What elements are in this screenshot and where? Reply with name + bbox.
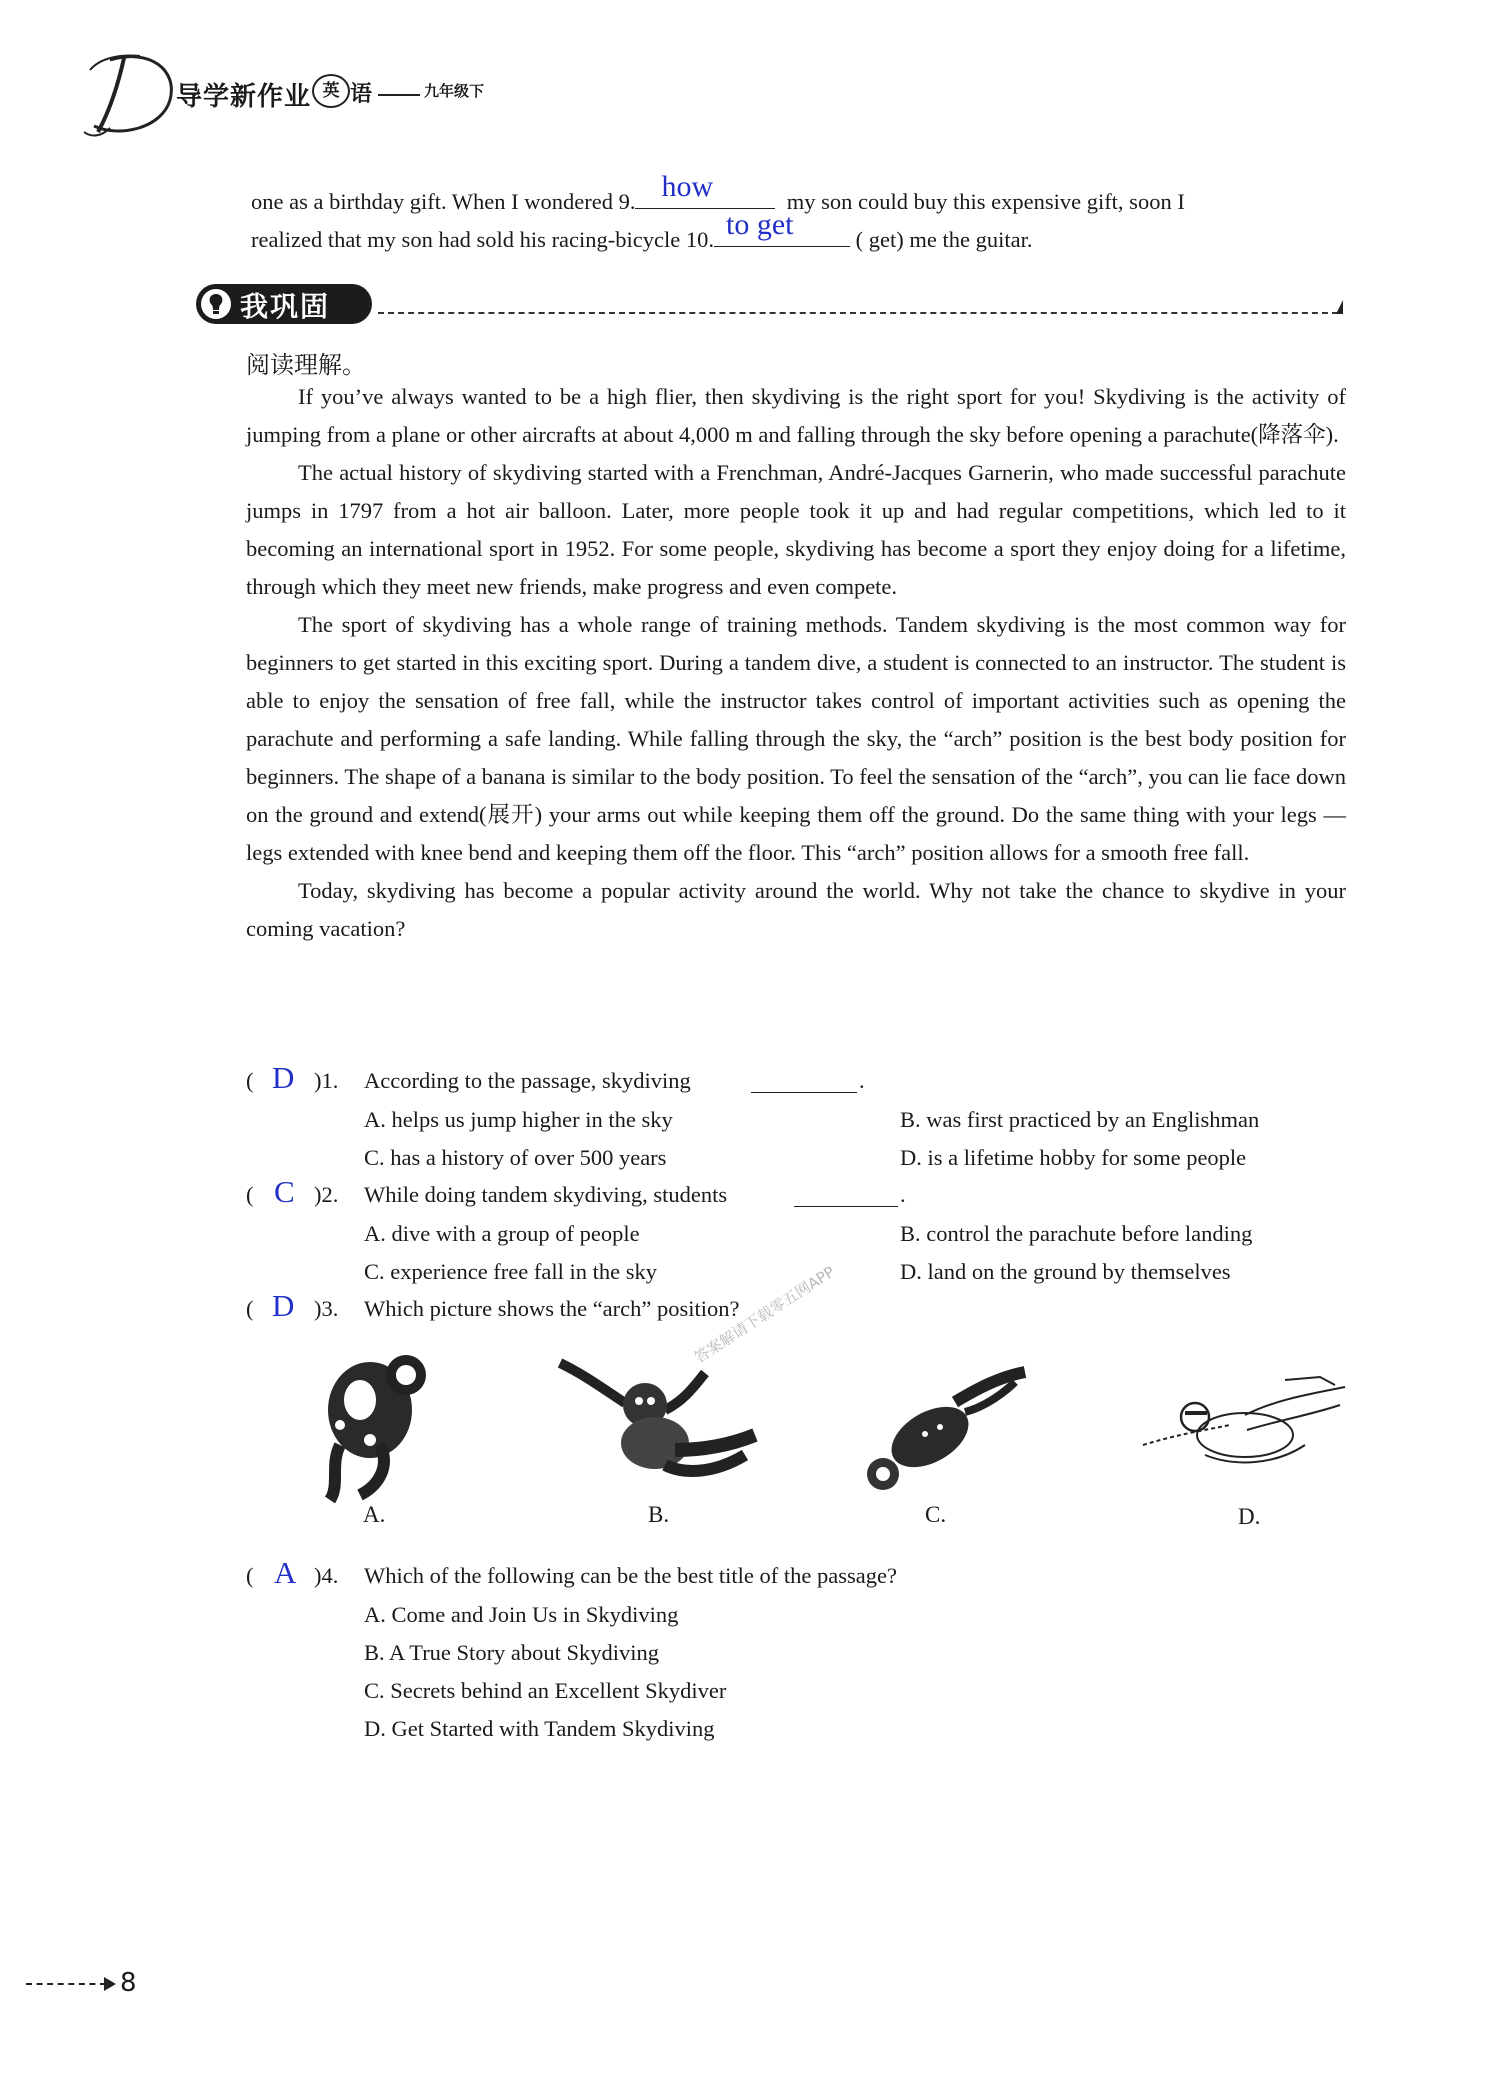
paren-open: ( [246, 1068, 254, 1093]
option: A. helps us jump higher in the sky [364, 1107, 673, 1132]
logo-d [80, 40, 180, 140]
footer-arrow-line [26, 1983, 106, 1985]
reading-heading: 阅读理解。 [246, 351, 366, 379]
option: D. Get Started with Tandem Skydiving [364, 1716, 715, 1741]
carryover-line-1: one as a birthday gift. When I wondered 9. how my son could buy this expensive gift, soon I [251, 170, 1185, 214]
answer-10: to get [726, 208, 794, 241]
option: B. A True Story about Skydiving [364, 1640, 660, 1665]
passage-paragraph-3: The sport of skydiving has a whole range of training methods. Tandem skydiving is the most common way for beginners to get started in this exciting sport. During a tandem dive, a student is connected to an instructor. The student is able to enjoy the sensation of free fall, while the instructor takes control of important activities such as opening the parachute and performing a safe landing. While falling through the sky, the “arch” position is the best body position for beginners. The shape of a banana is similar to the body position. To feel the sensation of the “arch”, you can lie face down on the ground and extend(展开) your arms out while keeping them off the ground. Do the same thing with your legs — legs extended with knee bend and keeping them off the floor. This “arch” position allows for a smooth free fall. [246, 612, 1346, 865]
answer-q1: D [272, 1060, 295, 1095]
answer-blank [751, 1066, 857, 1093]
question-4: ( A )4. Which of the following can be the best title of the passage? [246, 1555, 897, 1590]
subject-text: 语 [350, 82, 373, 107]
passage-paragraph-4: Today, skydiving has become a popular activity around the world. Why not take the chance to skydive in your coming vacation? [246, 878, 1346, 941]
answer-blank [794, 1180, 898, 1207]
question-1: ( D )1. According to the passage, skydiving . [246, 1060, 865, 1095]
watermark: 答案解请下载零五网APP [691, 1262, 838, 1367]
section-title: 我巩固 [240, 290, 331, 323]
passage-paragraph-2: The actual history of skydiving started with a Frenchman, André-Jacques Garnerin, who made successful parachute jumps in 1797 from a hot air balloon. Later, more people took it up and had regular competitions, which led to it becoming an international sport in 1952. For some people, skydiving has become a sport they enjoy doing for a lifetime, through which they meet new friends, make progress and even compete. [246, 460, 1346, 599]
skydiver-picture-b [555, 1355, 765, 1490]
skydiver-picture-d [1135, 1375, 1350, 1480]
option: A. Come and Join Us in Skydiving [364, 1602, 679, 1627]
picture-label-c: C. [925, 1502, 947, 1527]
passage [246, 378, 1346, 948]
answer-q4: A [274, 1555, 297, 1590]
subject-badge: 英 [312, 74, 350, 108]
answer-q3: D [272, 1288, 295, 1323]
skydiver-picture-c [855, 1362, 1030, 1497]
question-number: )1. [314, 1068, 339, 1093]
brand-title: 导学新作业 [176, 82, 312, 112]
picture-label-a: A. [363, 1502, 386, 1527]
header-divider [378, 94, 420, 96]
carryover-line-2: realized that my son had sold his racing-bicycle 10. to get ( get) me the guitar. [251, 208, 1033, 252]
option: B. was first practiced by an Englishman [900, 1107, 1260, 1132]
option: C. experience free fall in the sky [364, 1259, 657, 1284]
option: D. is a lifetime hobby for some people [900, 1145, 1247, 1170]
section-divider-end [1336, 300, 1343, 314]
answer-q2: C [274, 1174, 295, 1209]
page-number: 8 [120, 1968, 137, 1998]
blank-10 [714, 208, 850, 247]
option: C. Secrets behind an Excellent Skydiver [364, 1678, 727, 1703]
passage-paragraph-1: If you’ve always wanted to be a high flier, then skydiving is the right sport for you! Skydiving is the activity of jumping from a plane or other aircrafts at about 4,000 m and falling through the sky before opening a parachute(降落伞). [246, 384, 1346, 447]
picture-label-d: D. [1238, 1504, 1261, 1529]
question-3: ( D )3. Which picture shows the “arch” position? [246, 1288, 740, 1323]
question-2: ( C )2. While doing tandem skydiving, students . [246, 1174, 906, 1209]
footer-arrow-icon [104, 1977, 116, 1991]
option: D. land on the ground by themselves [900, 1259, 1231, 1284]
blank-9 [635, 170, 775, 209]
skydiver-picture-a [300, 1345, 450, 1505]
question-stem: According to the passage, skydiving [364, 1068, 691, 1093]
section-divider [378, 312, 1338, 314]
answer-9: how [661, 170, 714, 203]
option: C. has a history of over 500 years [364, 1145, 667, 1170]
grade-label: 九年级下 [424, 82, 485, 100]
lightbulb-icon [200, 288, 232, 320]
option: A. dive with a group of people [364, 1221, 640, 1246]
option: B. control the parachute before landing [900, 1221, 1253, 1246]
picture-label-b: B. [648, 1502, 670, 1527]
